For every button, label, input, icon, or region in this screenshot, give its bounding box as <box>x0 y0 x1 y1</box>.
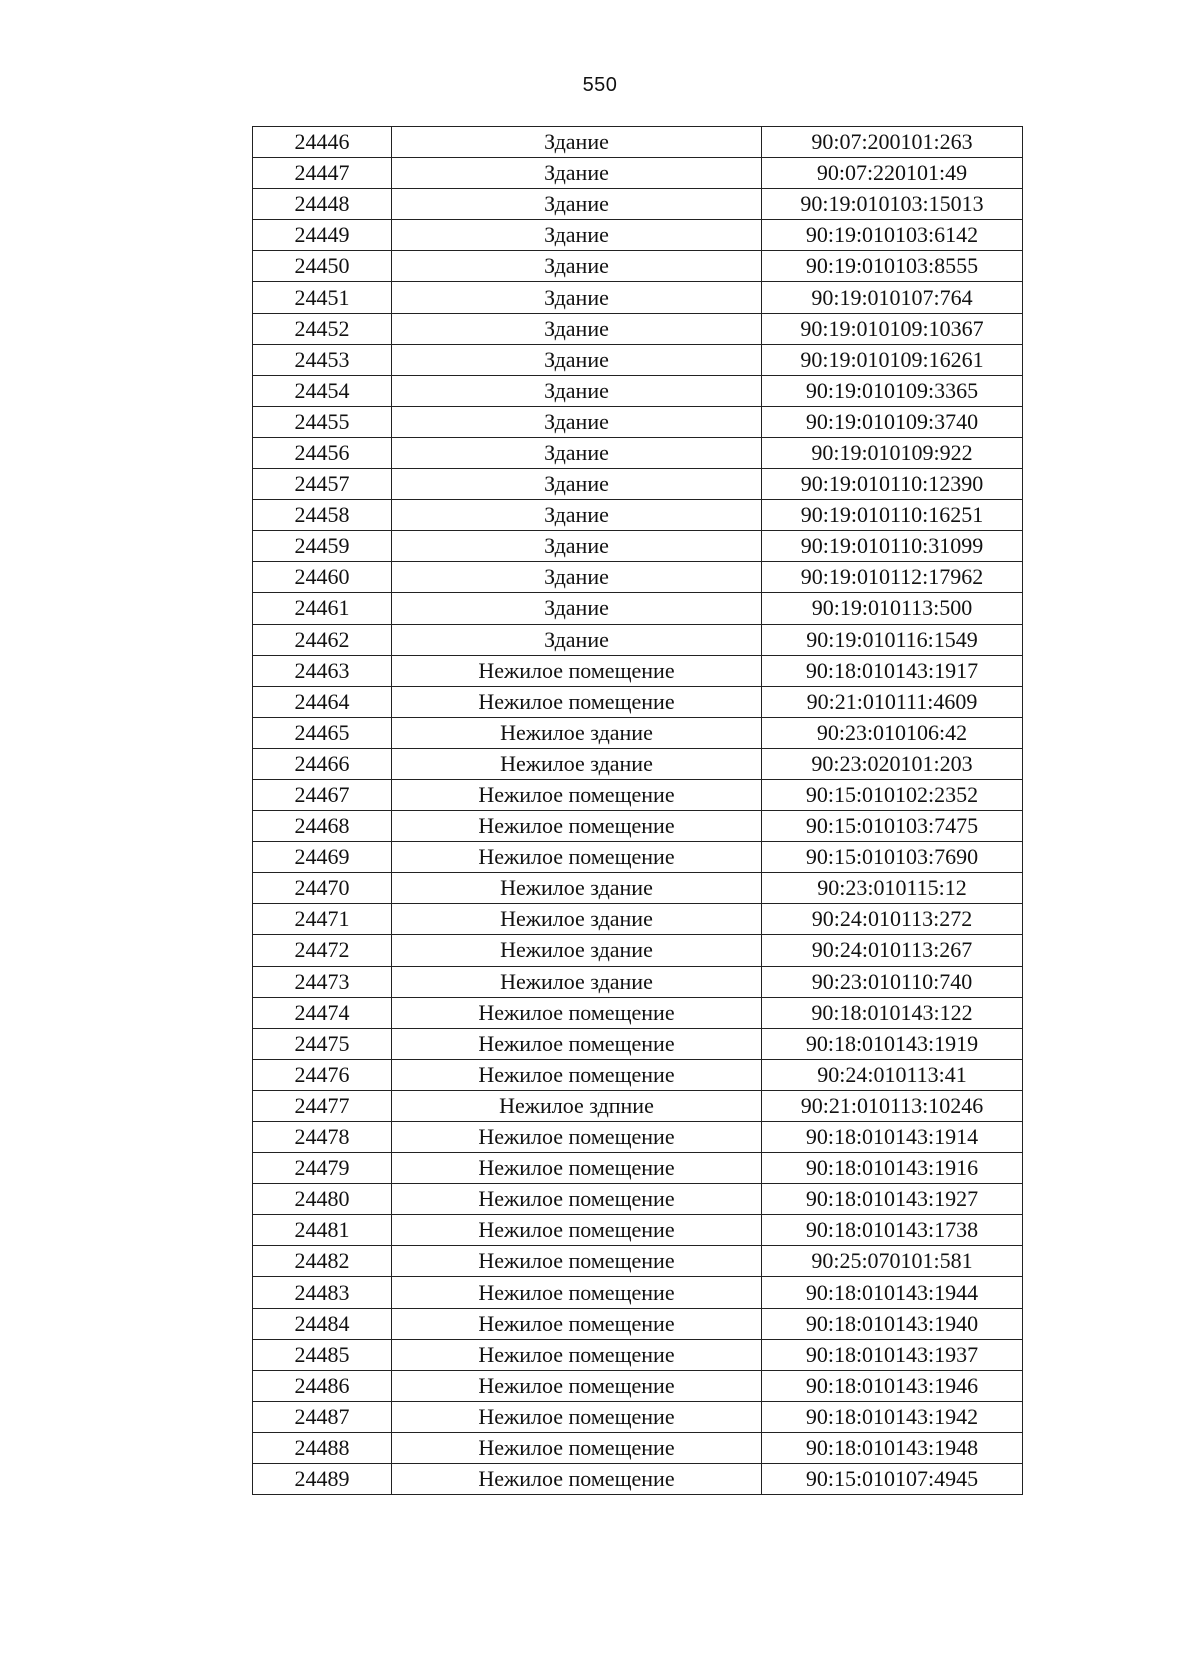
row-number-cell: 24487 <box>253 1401 392 1432</box>
table-row <box>253 1246 1023 1277</box>
table-row <box>253 1090 1023 1121</box>
row-number-cell: 24468 <box>253 811 392 842</box>
row-number-cell: 24463 <box>253 655 392 686</box>
cadastral-number-cell: 90:18:010143:1919 <box>762 1028 1023 1059</box>
object-type-cell: Здание <box>392 531 762 562</box>
cadastral-number-cell: 90:18:010143:1738 <box>762 1215 1023 1246</box>
cadastral-number-cell: 90:19:010113:500 <box>762 593 1023 624</box>
row-number-cell: 24462 <box>253 624 392 655</box>
object-type-cell: Нежилое помещение <box>392 779 762 810</box>
cadastral-number-cell: 90:18:010143:1942 <box>762 1401 1023 1432</box>
cadastral-number-cell: 90:18:010143:1917 <box>762 655 1023 686</box>
cadastral-number-cell: 90:15:010103:7475 <box>762 811 1023 842</box>
cadastral-number-cell: 90:18:010143:1948 <box>762 1432 1023 1463</box>
table-row <box>253 469 1023 500</box>
table-row <box>253 562 1023 593</box>
object-type-cell: Нежилое помещение <box>392 1308 762 1339</box>
row-number-cell: 24478 <box>253 1122 392 1153</box>
object-type-cell: Здание <box>392 375 762 406</box>
object-type-cell: Нежилое помещение <box>392 842 762 873</box>
row-number-cell: 24449 <box>253 220 392 251</box>
object-type-cell: Здание <box>392 437 762 468</box>
row-number-cell: 24460 <box>253 562 392 593</box>
cadastral-number-cell: 90:07:220101:49 <box>762 158 1023 189</box>
row-number-cell: 24458 <box>253 500 392 531</box>
object-type-cell: Нежилое помещение <box>392 686 762 717</box>
object-type-cell: Нежилое помещение <box>392 1215 762 1246</box>
table-row <box>253 779 1023 810</box>
object-type-cell: Нежилое помещение <box>392 1432 762 1463</box>
cadastral-number-cell: 90:23:020101:203 <box>762 748 1023 779</box>
cadastral-number-cell: 90:19:010109:10367 <box>762 313 1023 344</box>
row-number-cell: 24466 <box>253 748 392 779</box>
table-row <box>253 873 1023 904</box>
row-number-cell: 24465 <box>253 717 392 748</box>
object-type-cell: Нежилое здание <box>392 717 762 748</box>
row-number-cell: 24452 <box>253 313 392 344</box>
row-number-cell: 24471 <box>253 904 392 935</box>
row-number-cell: 24450 <box>253 251 392 282</box>
table-row <box>253 406 1023 437</box>
row-number-cell: 24470 <box>253 873 392 904</box>
table-body <box>253 127 1023 1495</box>
table-row <box>253 500 1023 531</box>
table-row <box>253 811 1023 842</box>
row-number-cell: 24484 <box>253 1308 392 1339</box>
table-row <box>253 220 1023 251</box>
row-number-cell: 24451 <box>253 282 392 313</box>
object-type-cell: Здание <box>392 344 762 375</box>
cadastral-number-cell: 90:18:010143:1940 <box>762 1308 1023 1339</box>
cadastral-number-cell: 90:19:010103:6142 <box>762 220 1023 251</box>
cadastral-number-cell: 90:18:010143:1937 <box>762 1339 1023 1370</box>
table-row <box>253 1339 1023 1370</box>
object-type-cell: Нежилое помещение <box>392 655 762 686</box>
row-number-cell: 24480 <box>253 1184 392 1215</box>
cadastral-number-cell: 90:24:010113:41 <box>762 1059 1023 1090</box>
page-number: 550 <box>582 74 618 96</box>
object-type-cell: Нежилое помещение <box>392 1028 762 1059</box>
object-type-cell: Нежилое помещение <box>392 1122 762 1153</box>
row-number-cell: 24477 <box>253 1090 392 1121</box>
table-row <box>253 251 1023 282</box>
object-type-cell: Здание <box>392 189 762 220</box>
object-type-cell: Нежилое помещение <box>392 1277 762 1308</box>
object-type-cell: Нежилое здание <box>392 873 762 904</box>
object-type-cell: Нежилое здпние <box>392 1090 762 1121</box>
object-type-cell: Здание <box>392 624 762 655</box>
table-row <box>253 842 1023 873</box>
table-row <box>253 997 1023 1028</box>
row-number-cell: 24448 <box>253 189 392 220</box>
table-row <box>253 1432 1023 1463</box>
table-row <box>253 1122 1023 1153</box>
cadastral-number-cell: 90:19:010110:31099 <box>762 531 1023 562</box>
object-type-cell: Нежилое здание <box>392 904 762 935</box>
object-type-cell: Здание <box>392 500 762 531</box>
cadastral-number-cell: 90:25:070101:581 <box>762 1246 1023 1277</box>
row-number-cell: 24447 <box>253 158 392 189</box>
row-number-cell: 24474 <box>253 997 392 1028</box>
object-type-cell: Нежилое здание <box>392 966 762 997</box>
row-number-cell: 24483 <box>253 1277 392 1308</box>
row-number-cell: 24459 <box>253 531 392 562</box>
table-row <box>253 282 1023 313</box>
object-type-cell: Здание <box>392 593 762 624</box>
table-row <box>253 904 1023 935</box>
object-type-cell: Здание <box>392 220 762 251</box>
object-type-cell: Нежилое помещение <box>392 1184 762 1215</box>
cadastral-number-cell: 90:24:010113:272 <box>762 904 1023 935</box>
row-number-cell: 24481 <box>253 1215 392 1246</box>
table-row <box>253 1153 1023 1184</box>
cadastral-number-cell: 90:15:010107:4945 <box>762 1464 1023 1495</box>
cadastral-number-cell: 90:15:010103:7690 <box>762 842 1023 873</box>
table-row <box>253 748 1023 779</box>
row-number-cell: 24476 <box>253 1059 392 1090</box>
object-type-cell: Нежилое помещение <box>392 1059 762 1090</box>
row-number-cell: 24461 <box>253 593 392 624</box>
table-row <box>253 1215 1023 1246</box>
table-row <box>253 375 1023 406</box>
object-type-cell: Здание <box>392 313 762 344</box>
row-number-cell: 24489 <box>253 1464 392 1495</box>
cadastral-number-cell: 90:19:010109:16261 <box>762 344 1023 375</box>
cadastral-number-cell: 90:19:010109:3740 <box>762 406 1023 437</box>
cadastral-number-cell: 90:19:010103:8555 <box>762 251 1023 282</box>
cadastral-number-cell: 90:21:010113:10246 <box>762 1090 1023 1121</box>
row-number-cell: 24457 <box>253 469 392 500</box>
table-row <box>253 437 1023 468</box>
row-number-cell: 24485 <box>253 1339 392 1370</box>
table-row <box>253 158 1023 189</box>
cadastral-number-cell: 90:19:010112:17962 <box>762 562 1023 593</box>
table-row <box>253 655 1023 686</box>
object-type-cell: Нежилое здание <box>392 748 762 779</box>
row-number-cell: 24464 <box>253 686 392 717</box>
object-type-cell: Нежилое помещение <box>392 1464 762 1495</box>
table-row <box>253 717 1023 748</box>
row-number-cell: 24467 <box>253 779 392 810</box>
cadastral-number-cell: 90:18:010143:1944 <box>762 1277 1023 1308</box>
table-row <box>253 686 1023 717</box>
row-number-cell: 24469 <box>253 842 392 873</box>
cadastral-number-cell: 90:18:010143:1946 <box>762 1370 1023 1401</box>
row-number-cell: 24456 <box>253 437 392 468</box>
cadastral-number-cell: 90:19:010110:16251 <box>762 500 1023 531</box>
cadastral-number-cell: 90:24:010113:267 <box>762 935 1023 966</box>
cadastral-number-cell: 90:23:010115:12 <box>762 873 1023 904</box>
cadastral-number-cell: 90:23:010110:740 <box>762 966 1023 997</box>
table-row <box>253 1401 1023 1432</box>
table-row <box>253 127 1023 158</box>
table-row <box>253 593 1023 624</box>
table-row <box>253 1028 1023 1059</box>
object-type-cell: Нежилое помещение <box>392 997 762 1028</box>
object-type-cell: Здание <box>392 469 762 500</box>
object-type-cell: Здание <box>392 406 762 437</box>
table-row <box>253 1464 1023 1495</box>
row-number-cell: 24455 <box>253 406 392 437</box>
cadastral-number-cell: 90:19:010109:922 <box>762 437 1023 468</box>
cadastral-number-cell: 90:19:010116:1549 <box>762 624 1023 655</box>
cadastral-number-cell: 90:15:010102:2352 <box>762 779 1023 810</box>
row-number-cell: 24486 <box>253 1370 392 1401</box>
cadastral-number-cell: 90:07:200101:263 <box>762 127 1023 158</box>
row-number-cell: 24482 <box>253 1246 392 1277</box>
object-type-cell: Нежилое помещение <box>392 1401 762 1432</box>
cadastral-number-cell: 90:19:010110:12390 <box>762 469 1023 500</box>
row-number-cell: 24488 <box>253 1432 392 1463</box>
object-type-cell: Нежилое помещение <box>392 811 762 842</box>
cadastral-number-cell: 90:18:010143:1927 <box>762 1184 1023 1215</box>
object-type-cell: Здание <box>392 251 762 282</box>
object-type-cell: Нежилое помещение <box>392 1370 762 1401</box>
table-row <box>253 1370 1023 1401</box>
object-type-cell: Здание <box>392 562 762 593</box>
table-row <box>253 966 1023 997</box>
row-number-cell: 24446 <box>253 127 392 158</box>
table-row <box>253 1308 1023 1339</box>
table-row <box>253 1059 1023 1090</box>
object-type-cell: Нежилое помещение <box>392 1246 762 1277</box>
cadastral-number-cell: 90:18:010143:122 <box>762 997 1023 1028</box>
object-type-cell: Здание <box>392 158 762 189</box>
object-type-cell: Нежилое помещение <box>392 1153 762 1184</box>
cadastral-number-cell: 90:18:010143:1916 <box>762 1153 1023 1184</box>
row-number-cell: 24475 <box>253 1028 392 1059</box>
row-number-cell: 24472 <box>253 935 392 966</box>
table-row <box>253 344 1023 375</box>
cadastral-number-cell: 90:21:010111:4609 <box>762 686 1023 717</box>
object-type-cell: Здание <box>392 282 762 313</box>
table-row <box>253 624 1023 655</box>
cadastral-number-cell: 90:19:010109:3365 <box>762 375 1023 406</box>
cadastral-number-cell: 90:19:010107:764 <box>762 282 1023 313</box>
table-row <box>253 531 1023 562</box>
object-type-cell: Нежилое помещение <box>392 1339 762 1370</box>
row-number-cell: 24473 <box>253 966 392 997</box>
table-row <box>253 189 1023 220</box>
row-number-cell: 24453 <box>253 344 392 375</box>
property-registry-table <box>252 126 1023 1495</box>
table-row <box>253 935 1023 966</box>
cadastral-number-cell: 90:19:010103:15013 <box>762 189 1023 220</box>
cadastral-number-cell: 90:23:010106:42 <box>762 717 1023 748</box>
table-row <box>253 313 1023 344</box>
object-type-cell: Нежилое здание <box>392 935 762 966</box>
cadastral-number-cell: 90:18:010143:1914 <box>762 1122 1023 1153</box>
table-row <box>253 1184 1023 1215</box>
row-number-cell: 24454 <box>253 375 392 406</box>
table-row <box>253 1277 1023 1308</box>
object-type-cell: Здание <box>392 127 762 158</box>
row-number-cell: 24479 <box>253 1153 392 1184</box>
